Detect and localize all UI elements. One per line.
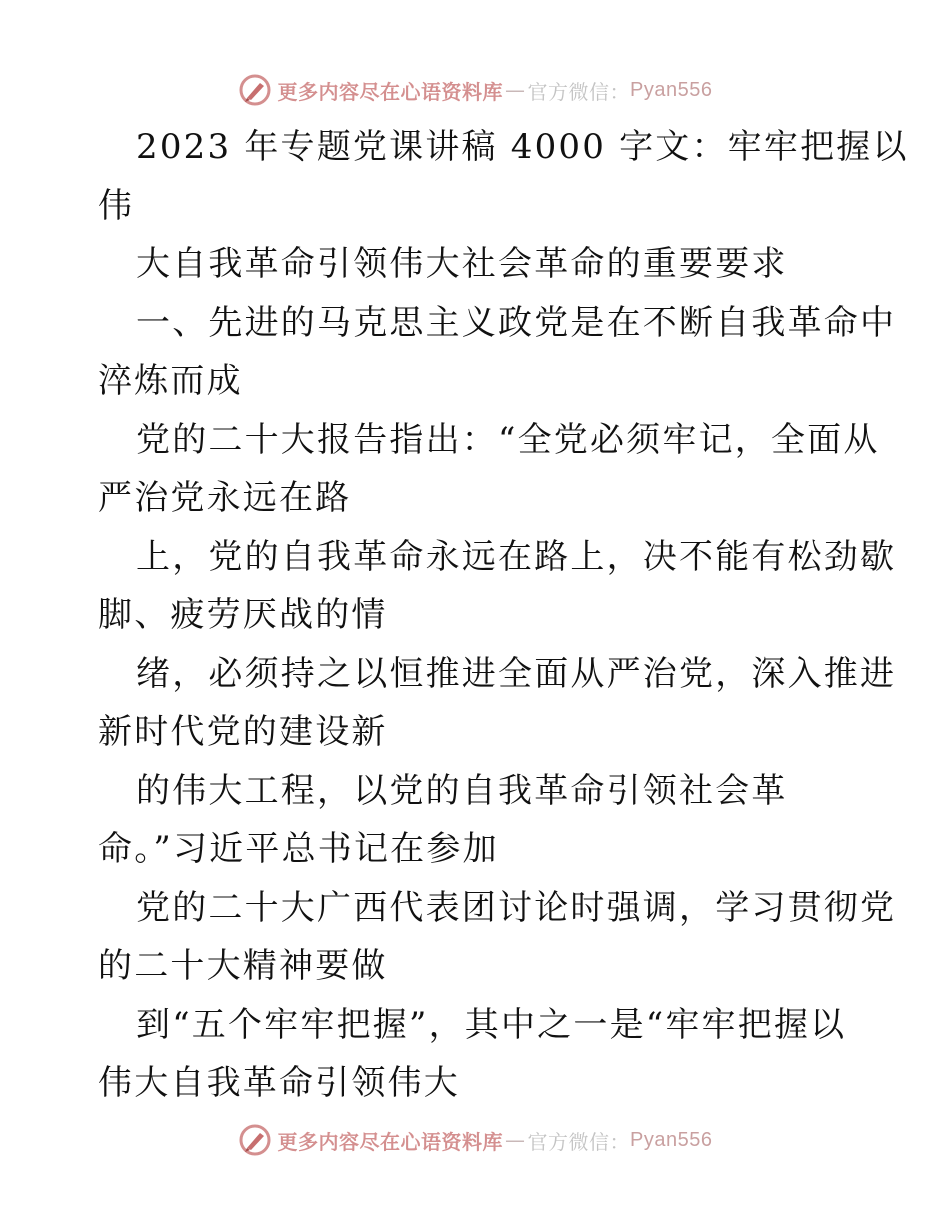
watermark-wechat-id: Pyan556 — [630, 1128, 713, 1151]
watermark-label: 官方微信： — [527, 1129, 631, 1154]
text-line: 2023 年专题党课讲稿 4000 字文：牢牢把握以 — [136, 127, 909, 167]
text-line: 大自我革命引领伟大社会革命的重要要求 — [136, 244, 788, 284]
text-line: 伟大自我革命引领伟大 — [98, 1063, 460, 1103]
watermark-wechat-id: Pyan556 — [630, 78, 713, 101]
text-line: 命。”习近平总书记在参加 — [98, 829, 499, 869]
text-line: 党的二十大广西代表团讨论时强调，学习贯彻党 — [136, 887, 897, 928]
document-body — [98, 118, 909, 1113]
text-line: 党的二十大报告指出：“全党必须牢记，全面从 — [136, 419, 880, 460]
pen-logo-icon — [238, 73, 272, 107]
text-line: 一、先进的马克思主义政党是在不断自我革命中 — [136, 302, 897, 343]
footer-watermark — [0, 1120, 950, 1160]
pen-logo-icon — [238, 1123, 272, 1157]
text-line: 绪，必须持之以恒推进全面从严治党，深入推进 — [136, 653, 897, 694]
text-line: 脚、疲劳厌战的情 — [98, 595, 388, 635]
text-line: 到“五个牢牢把握”，其中之一是“牢牢把握以 — [136, 1004, 847, 1045]
watermark-dash: — — [505, 1128, 526, 1152]
watermark-brand: 更多内容尽在心语资料库 — [277, 1129, 504, 1154]
watermark-dash: — — [505, 78, 526, 102]
text-line: 的伟大工程，以党的自我革命引领社会革 — [136, 770, 788, 811]
text-line: 的二十大精神要做 — [98, 946, 388, 986]
text-line: 淬炼而成 — [98, 361, 243, 401]
text-line: 伟 — [98, 185, 135, 226]
text-line: 严治党永远在路 — [98, 478, 352, 518]
text-line: 新时代党的建设新 — [98, 712, 388, 752]
watermark-label: 官方微信： — [527, 79, 631, 104]
watermark-brand: 更多内容尽在心语资料库 — [277, 79, 504, 104]
text-line: 上，党的自我革命永远在路上，决不能有松劲歇 — [136, 536, 897, 577]
header-watermark — [0, 70, 950, 110]
